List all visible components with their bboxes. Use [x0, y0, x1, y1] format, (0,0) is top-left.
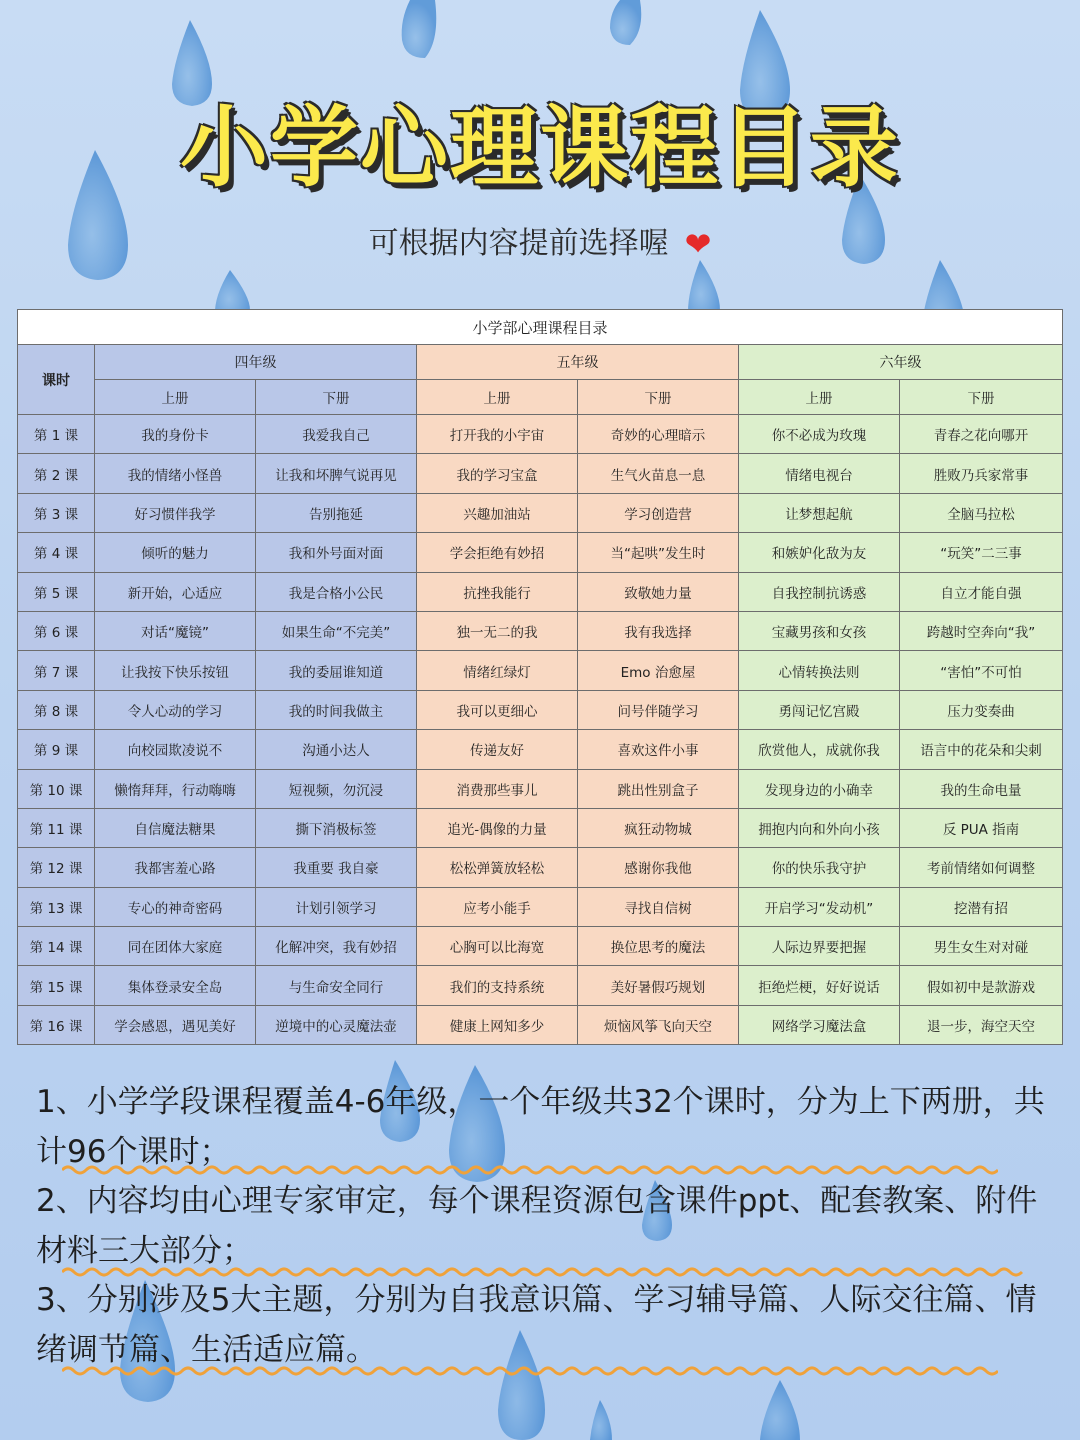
table-row: [18, 887, 1063, 926]
lesson-title-cell: 计划引领学习: [256, 887, 417, 926]
lesson-title-cell: 我爱我自己: [256, 415, 417, 454]
lesson-number: 第 1 课: [18, 415, 95, 454]
lesson-title-cell: 沟通小达人: [256, 730, 417, 769]
table-row: [18, 808, 1063, 847]
volume-header: 下册: [256, 380, 417, 415]
lesson-title-cell: 胜败乃兵家常事: [900, 454, 1063, 493]
lesson-title-cell: 令人心动的学习: [95, 690, 256, 729]
lesson-title-cell: 追光-偶像的力量: [417, 808, 578, 847]
lesson-title-cell: 对话“魔镜”: [95, 611, 256, 650]
lesson-title-cell: 传递友好: [417, 730, 578, 769]
lesson-title-cell: 语言中的花朵和尖刺: [900, 730, 1063, 769]
note-item: 2、内容均由心理专家审定，每个课程资源包含课件ppt、配套教案、附件材料三大部分；: [36, 1183, 1038, 1269]
lesson-title-cell: 自信魔法糖果: [95, 808, 256, 847]
lesson-title-cell: 独一无二的我: [417, 611, 578, 650]
lesson-title-cell: 致敬她力量: [578, 572, 739, 611]
lesson-title-cell: 我重要 我自豪: [256, 848, 417, 887]
lesson-title-cell: 换位思考的魔法: [578, 927, 739, 966]
note-item: 3、分别涉及5大主题，分别为自我意识篇、学习辅导篇、人际交往篇、情绪调节篇、生活适应篇。: [36, 1282, 1037, 1368]
lesson-title-cell: 学会拒绝有妙招: [417, 533, 578, 572]
lesson-title-cell: 问号伴随学习: [578, 690, 739, 729]
table-row: [18, 454, 1063, 493]
lesson-title-cell: 应考小能手: [417, 887, 578, 926]
table-row: [18, 572, 1063, 611]
lesson-title-cell: 我的委屈谁知道: [256, 651, 417, 690]
lesson-number: 第 3 课: [18, 493, 95, 532]
table-row: [18, 651, 1063, 690]
lesson-title-cell: 学习创造营: [578, 493, 739, 532]
lesson-title-cell: 自我控制抗诱惑: [739, 572, 900, 611]
lesson-title-cell: 和嫉妒化敌为友: [739, 533, 900, 572]
table-row: [18, 690, 1063, 729]
lesson-title-cell: 网络学习魔法盒: [739, 1005, 900, 1044]
table-row: [18, 769, 1063, 808]
lesson-title-cell: 喜欢这件小事: [578, 730, 739, 769]
lesson-title-cell: “害怕”不可怕: [900, 651, 1063, 690]
lesson-title-cell: 我都害羞心路: [95, 848, 256, 887]
lesson-title-cell: 打开我的小宇宙: [417, 415, 578, 454]
lesson-title-cell: 消费那些事儿: [417, 769, 578, 808]
grade-header-4: 四年级: [95, 345, 417, 380]
lesson-title-cell: 新开始，心适应: [95, 572, 256, 611]
lesson-title-cell: 我的学习宝盒: [417, 454, 578, 493]
lesson-number: 第 4 课: [18, 533, 95, 572]
table-row: [18, 966, 1063, 1005]
lesson-title-cell: 学会感恩，遇见美好: [95, 1005, 256, 1044]
lesson-title-cell: 兴趣加油站: [417, 493, 578, 532]
lesson-title-cell: 疯狂动物城: [578, 808, 739, 847]
subtitle: [0, 218, 1080, 263]
lesson-title-cell: 感谢你我他: [578, 848, 739, 887]
lesson-title-cell: 自立才能自强: [900, 572, 1063, 611]
volume-header: 下册: [900, 380, 1063, 415]
lesson-title-cell: 开启学习“发动机”: [739, 887, 900, 926]
lesson-title-cell: 男生女生对对碰: [900, 927, 1063, 966]
lesson-title-cell: 倾听的魅力: [95, 533, 256, 572]
lesson-title-cell: 欣赏他人，成就你我: [739, 730, 900, 769]
volume-header: 上册: [95, 380, 256, 415]
lesson-title-cell: 我可以更细心: [417, 690, 578, 729]
lesson-number: 第 2 课: [18, 454, 95, 493]
lesson-title-cell: 化解冲突，我有妙招: [256, 927, 417, 966]
lesson-number: 第 13 课: [18, 887, 95, 926]
course-catalog-table: [17, 309, 1063, 1045]
lesson-title-cell: 好习惯伴我学: [95, 493, 256, 532]
lesson-title-cell: 向校园欺凌说不: [95, 730, 256, 769]
lesson-title-cell: 跳出性别盒子: [578, 769, 739, 808]
lesson-title-cell: 我们的支持系统: [417, 966, 578, 1005]
lesson-number: 第 6 课: [18, 611, 95, 650]
lesson-title-cell: 寻找自信树: [578, 887, 739, 926]
lesson-title-cell: 松松弹簧放轻松: [417, 848, 578, 887]
lesson-title-cell: 与生命安全同行: [256, 966, 417, 1005]
lesson-number: 第 12 课: [18, 848, 95, 887]
lesson-number: 第 16 课: [18, 1005, 95, 1044]
lesson-title-cell: 美好暑假巧规划: [578, 966, 739, 1005]
lesson-title-cell: 烦恼风筝飞向天空: [578, 1005, 739, 1044]
table-row: [18, 730, 1063, 769]
volume-header: 上册: [417, 380, 578, 415]
grade-header-6: 六年级: [739, 345, 1063, 380]
lesson-title-cell: 告别拖延: [256, 493, 417, 532]
lesson-title-cell: 我的生命电量: [900, 769, 1063, 808]
lesson-title-cell: 我的身份卡: [95, 415, 256, 454]
lesson-title-cell: 抗挫我能行: [417, 572, 578, 611]
grade-header-5: 五年级: [417, 345, 739, 380]
lesson-title-cell: 让我按下快乐按钮: [95, 651, 256, 690]
lesson-title-cell: 让我和坏脾气说再见: [256, 454, 417, 493]
lesson-title-cell: 情绪红绿灯: [417, 651, 578, 690]
lesson-number: 第 9 课: [18, 730, 95, 769]
lesson-title-cell: 逆境中的心灵魔法壶: [256, 1005, 417, 1044]
lesson-rows: [18, 415, 1063, 1045]
lesson-title-cell: 跨越时空奔向“我”: [900, 611, 1063, 650]
lesson-title-cell: 我有我选择: [578, 611, 739, 650]
table-row: [18, 848, 1063, 887]
lesson-title-cell: 心情转换法则: [739, 651, 900, 690]
lesson-number: 第 8 课: [18, 690, 95, 729]
lesson-title-cell: 同在团体大家庭: [95, 927, 256, 966]
lesson-title-cell: 我的时间我做主: [256, 690, 417, 729]
lesson-title-cell: 发现身边的小确幸: [739, 769, 900, 808]
table-row: [18, 927, 1063, 966]
lesson-title-cell: 勇闯记忆宫殿: [739, 690, 900, 729]
lesson-title-cell: 拒绝烂梗，好好说话: [739, 966, 900, 1005]
lesson-number: 第 11 课: [18, 808, 95, 847]
lesson-title-cell: 全脑马拉松: [900, 493, 1063, 532]
lesson-title-cell: 集体登录安全岛: [95, 966, 256, 1005]
lesson-title-cell: 挖潜有招: [900, 887, 1063, 926]
lesson-title-cell: 短视频，勿沉浸: [256, 769, 417, 808]
lesson-title-cell: 健康上网知多少: [417, 1005, 578, 1044]
heart-icon: ❤: [684, 225, 712, 263]
lesson-number: 第 10 课: [18, 769, 95, 808]
hour-header: 课时: [18, 345, 95, 415]
volume-header: 下册: [578, 380, 739, 415]
table-row: [18, 415, 1063, 454]
lesson-title-cell: 我和外号面对面: [256, 533, 417, 572]
lesson-title-cell: 你不必成为玫瑰: [739, 415, 900, 454]
lesson-title-cell: 考前情绪如何调整: [900, 848, 1063, 887]
lesson-title-cell: 青春之花向哪开: [900, 415, 1063, 454]
lesson-title-cell: 假如初中是款游戏: [900, 966, 1063, 1005]
lesson-number: 第 7 课: [18, 651, 95, 690]
table-row: [18, 533, 1063, 572]
lesson-title-cell: 人际边界要把握: [739, 927, 900, 966]
table-caption: 小学部心理课程目录: [18, 310, 1063, 345]
subtitle-text: 可根据内容提前选择喔: [368, 226, 669, 261]
table-row: [18, 493, 1063, 532]
page-title: 小学心理课程目录: [179, 96, 900, 199]
volume-header: 上册: [739, 380, 900, 415]
lesson-title-cell: 撕下消极标签: [256, 808, 417, 847]
lesson-title-cell: 懒惰拜拜，行动嗨嗨: [95, 769, 256, 808]
table-row: [18, 1005, 1063, 1044]
lesson-number: 第 14 课: [18, 927, 95, 966]
lesson-title-cell: 当“起哄”发生时: [578, 533, 739, 572]
lesson-title-cell: 宝藏男孩和女孩: [739, 611, 900, 650]
lesson-title-cell: 拥抱内向和外向小孩: [739, 808, 900, 847]
lesson-title-cell: 专心的神奇密码: [95, 887, 256, 926]
table-row: [18, 611, 1063, 650]
lesson-title-cell: Emo 治愈屋: [578, 651, 739, 690]
lesson-title-cell: 你的快乐我守护: [739, 848, 900, 887]
note-item: 1、小学学段课程覆盖4-6年级，一个年级共32个课时，分为上下两册，共计96个课时；: [36, 1084, 1045, 1170]
lesson-title-cell: 我是合格小公民: [256, 572, 417, 611]
lesson-title-cell: 情绪电视台: [739, 454, 900, 493]
lesson-title-cell: “玩笑”二三事: [900, 533, 1063, 572]
lesson-title-cell: 心胸可以比海宽: [417, 927, 578, 966]
lesson-title-cell: 反 PUA 指南: [900, 808, 1063, 847]
lesson-title-cell: 生气火苗息一息: [578, 454, 739, 493]
lesson-title-cell: 让梦想起航: [739, 493, 900, 532]
notes: [36, 1078, 1046, 1375]
lesson-title-cell: 如果生命“不完美”: [256, 611, 417, 650]
lesson-title-cell: 我的情绪小怪兽: [95, 454, 256, 493]
lesson-title-cell: 压力变奏曲: [900, 690, 1063, 729]
lesson-number: 第 15 课: [18, 966, 95, 1005]
lesson-number: 第 5 课: [18, 572, 95, 611]
lesson-title-cell: 退一步，海空天空: [900, 1005, 1063, 1044]
lesson-title-cell: 奇妙的心理暗示: [578, 415, 739, 454]
